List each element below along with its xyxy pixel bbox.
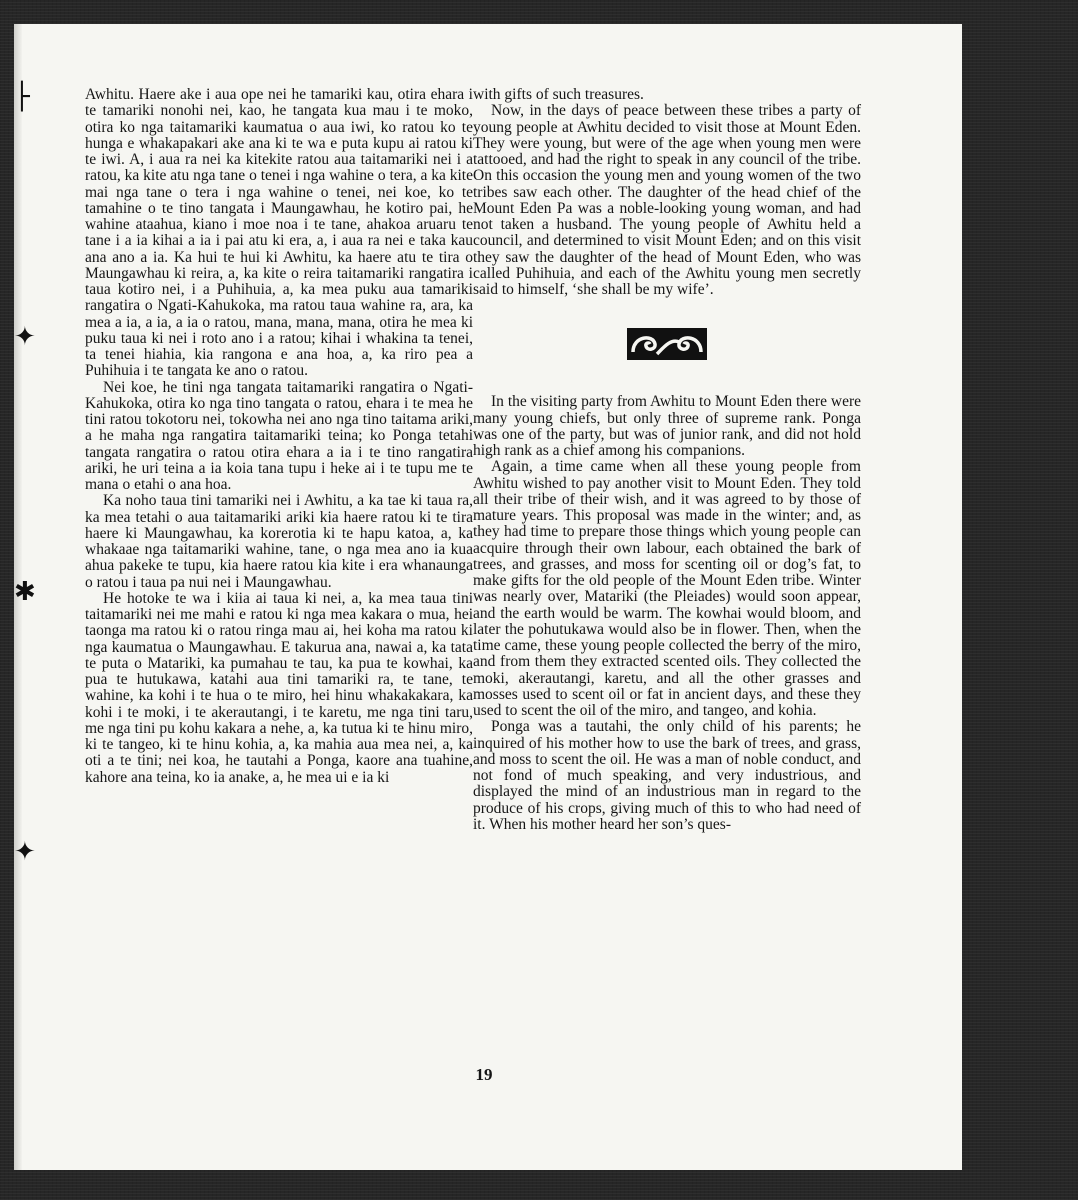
english-paragraph-4: Again, a time came when all these young people from Awhitu wished to pay another visit to Mount Eden. They told all their tribe of their wish, and it was agreed to by those of mature years. This proposal was made in the winter; and, as they had time to prepare those things which young people can acquire through their own labour, each obtained the bark of trees, and grasses, and moss for scenting oil or dog’s fat, to make gifts for the old people of the Mount Eden tribe. Winter was nearly over, Matariki (the Pleiades) would soon appear, and the earth would be warm. The kowhai would bloom, and later the pohutukawa would also be in flower. Then, when the time came, these young people collected the berry of the miro, and from them they extracted scented oils. They collected the moki, akerautangi, karetu, and all the other grasses and mosses used to scent oil or fat in ancient days, and these they used to scent the oil of the miro, and tangeo, and kohia. (473, 458, 861, 719)
english-paragraph-1: with gifts of such treasures. (473, 86, 644, 103)
maori-paragraph-2: Nei koe, he tini nga tangata taitamariki rangatira o Ngati-Kahukoka, otira ko nga tino tangata o ratou, ehara i te mea he tini ratou tokotoru nei, tokowha nei ano nga tino taitama ariki, a he maha nga rangatira taitamariki teina; ko Ponga tetahi tangata rangatira o ratou otira ehara a ia i te tino rangatira ariki, he uri teina a ia koia tana tupu i heke ai i te tupu me te mana o etahi o ana hoa. (85, 378, 473, 493)
maori-paragraph-3: Ka noho taua tini tamariki nei i Awhitu, a ka tae ki taua ra, ka mea tetahi o aua taitamariki ariki kia haere ratou ki te tira haere ki Maungawhau, ka korerotia ki te hapu katoa, a, ka whakaae nga taitamariki wahine, tane, o nga mea ano ia kua ahua pakeke te tupu, kia haere ratou kia kite i era whanaunga o ratou i taua pa nui nei i Maungawhau. (85, 492, 473, 591)
english-paragraph-5: Ponga was a tautahi, the only child of his parents; he inquired of his mother how to use the bark of trees, and grass, and moss to scent the oil. He was a man of noble conduct, and not fond of much speaking, and very industrious, and displayed the mind of an industrious man in regard to the produce of his crops, giving much of this to who had need of it. When his mother heard her son’s ques- (473, 718, 861, 833)
binding-stitch-icon: ✦ (14, 837, 36, 867)
maori-paragraph-4: He hotoke te wa i kiia ai taua ki nei, a, ka mea taua tini taitamariki nei me mahi e ratou ki nga mea kakara o mua, hei taonga ma ratou ki o ratou ringa mau ai, hei koha ma ratou ki nga kaumatua o Maungawhau. E takurua ana, nawai a, ka tata te puta o Matariki, ka pumahau te tau, ka pua te kowhai, ka pua te hutukawa, katahi aua tini tamariki ra, te tane, te wahine, ka kohi i te hua o te miro, hei hinu whakakakara, ka kohi i te moki, i te akerautangi, i te karetu, me nga tini taru, me nga tini pu kohu kakara a nehe, a, ka tutua ki te hinu miro, ki te tangeo, ki te hinu kohia, a, ka mahia aua mea nei, a, ka oti a te tini; nei koa, he tautahi a Ponga, kaore ana tuahine, kahore ana teina, ko ia anake, a, he mea ui e ia ki (85, 589, 473, 786)
page-number: 19 (475, 1065, 493, 1084)
koru-motif-icon (627, 328, 707, 360)
book-page (14, 24, 962, 1170)
english-paragraph-3: In the visiting party from Awhitu to Mount Eden there were many young chiefs, but only three of supreme rank. Ponga was one of the party, but was of junior rank, and did not hold high rank as a chief among his companions. (473, 393, 861, 459)
binding-stitch-icon: ├ (14, 82, 30, 112)
english-text-column (473, 87, 861, 833)
maori-paragraph-1: Awhitu. Haere ake i aua ope nei he tamariki kau, otira ehara i te tamariki nonohi nei, kao, he tangata kua mau i te moko, otira ko nga taitamariki kaumatua o aua iwi, ko ratou ko te hunga e whakapakari ake ana ki te wa e puta kupu ai ratou ki te iwi. A, i aua ra nei ka kitekite ratou aua taitamariki nei i a ratou, ka kite atu nga tane o tenei i nga wahine o tera, a ka kite mai nga tane o tera i nga wahine o tenei, nei koe, ko te tamahine o te tino tangata i Maungawhau, he kotiro pai, he wahine ataahua, kiano i moe noa i te tane, ahakoa aruaru te tane i a ia kihai a ia i pai atu ki era, a, i aua ra nei e taka kau ana ano a ia. Ka hui te hui ki Awhitu, ka haere atu te tira o Maungawhau ki reira, a, ka kite o reira taitamariki rangatira i taua kotiro nei, i a Puhihuia, a, ka mea puku aua tamariki rangatira o Ngati-Kahukoka, ma ratou taua wahine ra, ara, ka mea a ia, a ia, a ia o ratou, mana, mana, mana, otira he mea ki puku taua ki nei i roto ano i a ratou; kihai i whakina ta tenei, ta tenei hiahia, kia rangona e ana hoa, a, ka riro pea a Puhihuia i te tangata ke ano o ratou. (85, 86, 473, 380)
binding-stitch-icon: ✦ (14, 322, 36, 352)
binding-marks (14, 24, 44, 1170)
binding-stitch-icon: ✱ (14, 577, 36, 607)
english-paragraph-2: Now, in the days of peace between these tribes a party of young people at Awhitu decided to visit those at Mount Eden. They were young, but were of the age when young men were tattooed, and had the right to speak in any council of the tribe. On this occasion the young men and young women of the two tribes saw each other. The daughter of the head chief of the Mount Eden Pa was a noble-looking young woman, and had not taken a husband. The young people of Awhitu held a council, and determined to visit Mount Eden; and on this visit they saw the daughter of the head of Mount Eden, who was called Puhihuia, and each of the Awhitu young men secretly said to himself, ‘she shall be my wife’. (473, 102, 861, 298)
maori-text-column (85, 87, 473, 786)
